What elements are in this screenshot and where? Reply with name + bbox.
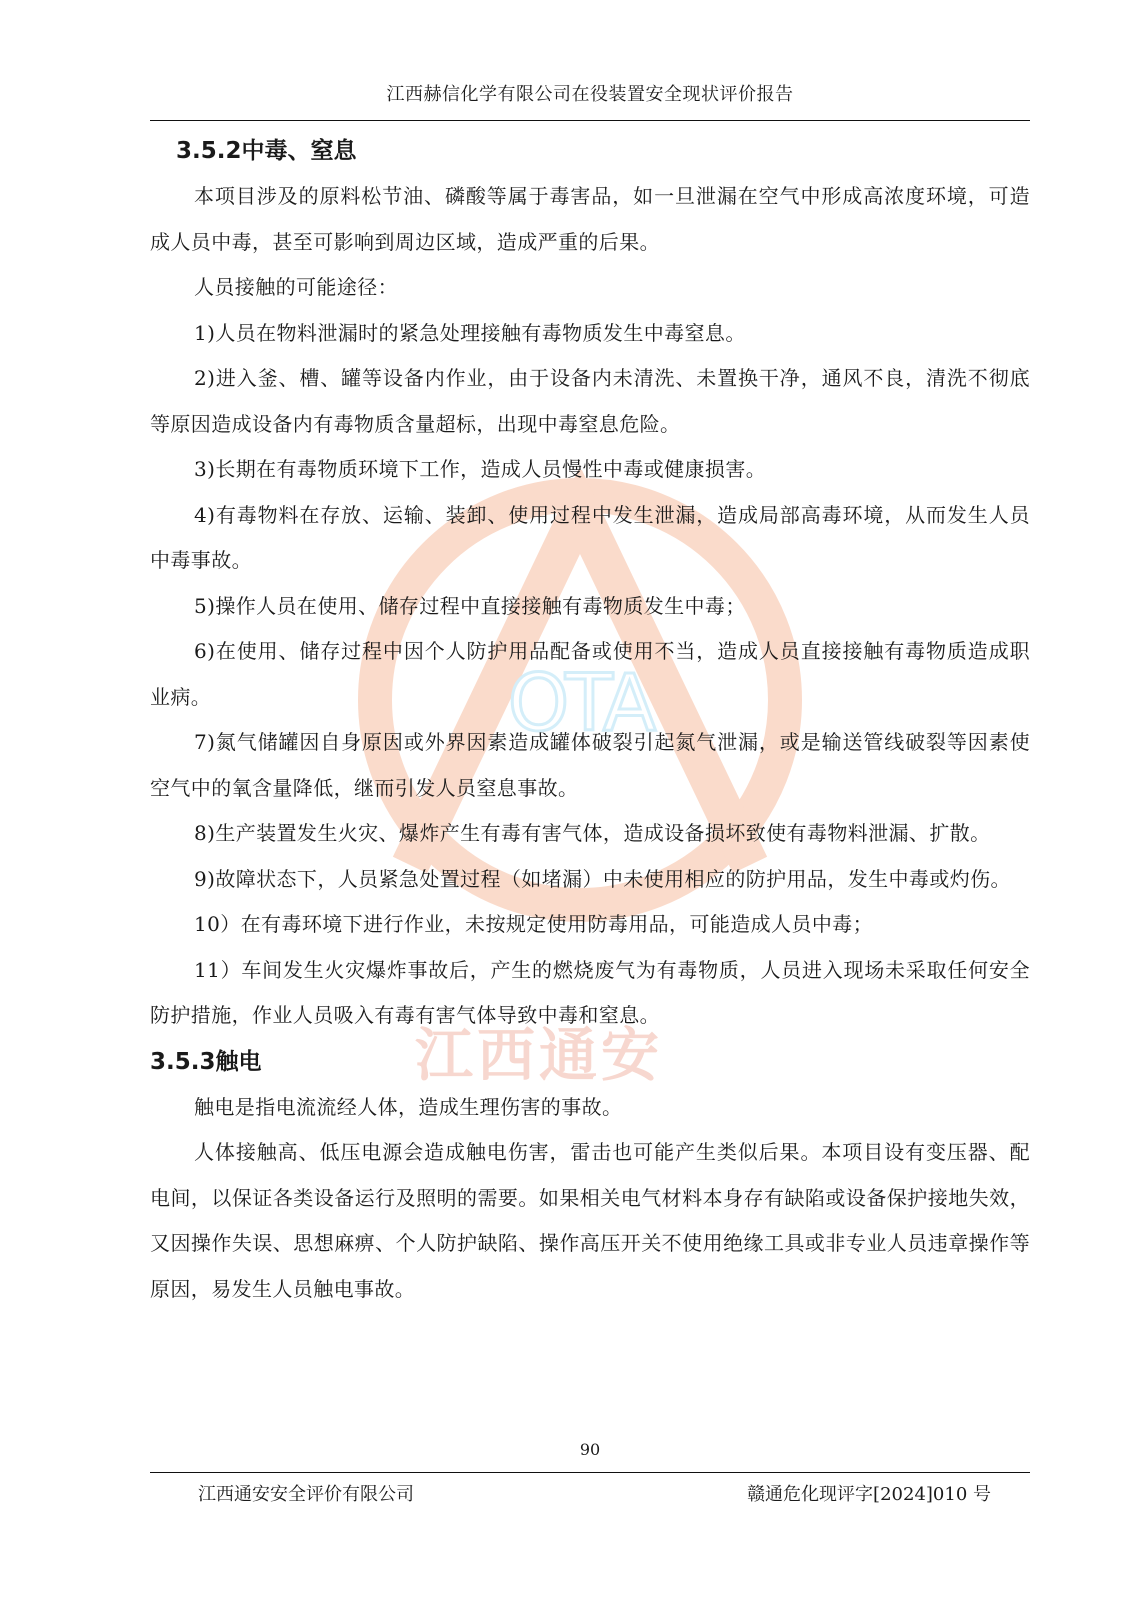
paragraph: 本项目涉及的原料松节油、磷酸等属于毒害品，如一旦泄漏在空气中形成高浓度环境，可造成人员中毒，甚至可影响到周边区域，造成严重的后果。 (150, 184, 1030, 254)
watermark-text: 江西通安 (415, 1021, 664, 1089)
list-item: 1)人员在物料泄漏时的紧急处理接触有毒物质发生中毒窒息。 (194, 320, 746, 345)
list-item: 9)故障状态下，人员紧急处置过程（如堵漏）中未使用相应的防护用品，发生中毒或灼伤。 (194, 866, 1011, 891)
page-number: 90 (579, 1440, 601, 1459)
header-title: 江西赫信化学有限公司在役装置安全现状评价报告 (386, 84, 794, 105)
list-item: 4)有毒物料在存放、运输、装卸、使用过程中发生泄漏，造成局部高毒环境，从而发生人员中毒事故。 (150, 502, 1030, 572)
section-heading: 3.5.3触电 (150, 1048, 262, 1075)
watermark-letters: OTA (507, 659, 653, 749)
paragraph: 人员接触的可能途径： (194, 275, 398, 299)
list-item: 2)进入釜、槽、罐等设备内作业，由于设备内未清洗、未置换干净，通风不良，清洗不彻底等原因造成设备内有毒物质含量超标，出现中毒窒息危险。 (150, 366, 1030, 436)
main-content (150, 128, 1030, 1312)
footer-divider (150, 1472, 1030, 1473)
list-item: 3)长期在有毒物质环境下工作，造成人员慢性中毒或健康损害。 (194, 457, 767, 481)
list-item: 5)操作人员在使用、储存过程中直接接触有毒物质发生中毒； (194, 593, 746, 618)
list-item: 11）车间发生火灾爆炸事故后，产生的燃烧废气为有毒物质，人员进入现场未采取任何安全防护措施，作业人员吸入有毒有害气体导致中毒和窒息。 (150, 957, 1030, 1027)
footer-doc-number: 赣通危化现评字[2024]010 号 (747, 1484, 991, 1505)
paragraph: 触电是指电流流经人体，造成生理伤害的事故。 (194, 1094, 623, 1119)
paragraph: 人体接触高、低压电源会造成触电伤害，雷击也可能产生类似后果。本项目设有变压器、配电间，以保证各类设备运行及照明的需要。如果相关电气材料本身存有缺陷或设备保护接地失效，又因操作失误、思想麻痹、个人防护缺陷、操作高压开关不使用绝缘工具或非专业人员违章操作等原因，易发生人员触电事故。 (150, 1140, 1030, 1301)
footer-company: 江西通安安全评价有限公司 (198, 1484, 414, 1505)
list-item: 7)氮气储罐因自身原因或外界因素造成罐体破裂引起氮气泄漏，或是输送管线破裂等因素使空气中的氧含量降低，继而引发人员窒息事故。 (150, 730, 1030, 800)
list-item: 8)生产装置发生火灾、爆炸产生有毒有害气体，造成设备损坏致使有毒物料泄漏、扩散。 (194, 821, 991, 845)
section-heading: 3.5.2中毒、窒息 (176, 138, 357, 164)
list-item: 10）在有毒环境下进行作业，未按规定使用防毒用品，可能造成人员中毒； (194, 912, 874, 936)
header-divider (150, 120, 1030, 121)
list-item: 6)在使用、储存过程中因个人防护用品配备或使用不当，造成人员直接接触有毒物质造成职业病。 (150, 639, 1030, 709)
